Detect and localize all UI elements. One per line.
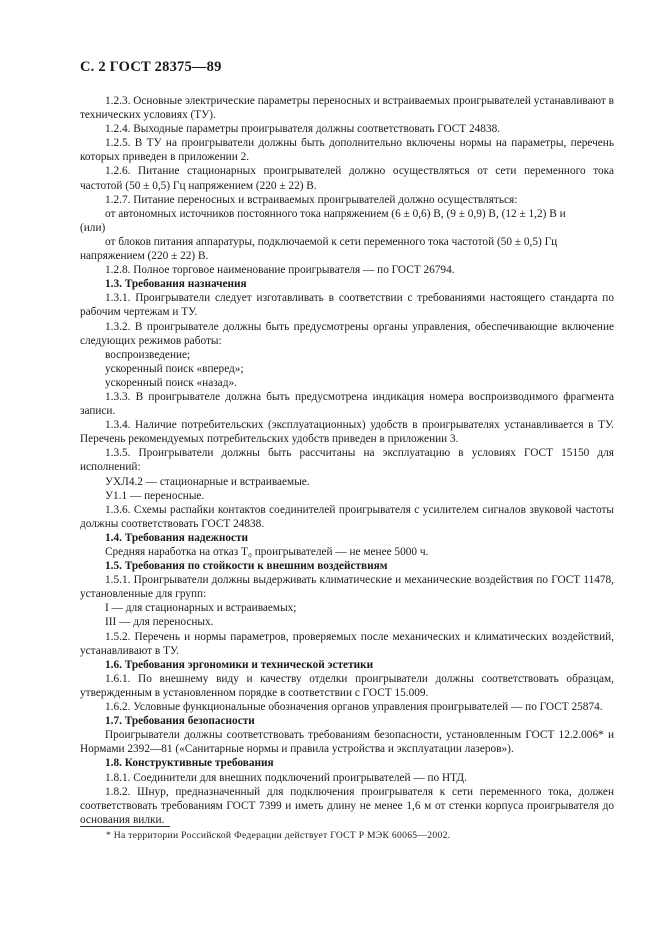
list-item: III — для переносных. bbox=[105, 616, 214, 629]
footnote-divider bbox=[80, 826, 170, 827]
paragraph: 1.3.6. Схемы распайки контактов соединителей проигрывателя с усилителем сигналов звуковой частоты должны соответствовать ГОСТ 24838. bbox=[80, 503, 614, 530]
list-item: ускоренный поиск «назад». bbox=[105, 376, 237, 389]
list-item: I — для стационарных и встраиваемых; bbox=[105, 602, 297, 615]
paragraph: 1.2.8. Полное торговое наименование проигрывателя — по ГОСТ 26794. bbox=[105, 264, 455, 277]
footnote: * На территории Российской Федерации действует ГОСТ Р МЭК 60065—2002. bbox=[106, 830, 451, 841]
paragraph: Проигрыватели должны соответствовать требованиям безопасности, установленным ГОСТ 12.2.006* и Нормами 2392—81 («Санитарные нормы и правила устройства и эксплуатации лазеров»). bbox=[80, 729, 614, 756]
document-body bbox=[80, 94, 614, 827]
section-heading: 1.5. Требования по стойкости к внешним воздействиям bbox=[105, 560, 388, 573]
list-item: от блоков питания аппаратуры, подключаемой к сети переменного тока частотой (50 ± 0,5) Гц bbox=[105, 235, 558, 248]
paragraph: 1.6.1. По внешнему виду и качеству отделки проигрыватели должны соответствовать образцам, утвержденным в установленном порядке в соответствии с ГОСТ 15.009. bbox=[80, 672, 614, 699]
list-item: УХЛ4.2 — стационарные и встраиваемые. bbox=[105, 475, 310, 488]
list-item: воспроизведение; bbox=[105, 348, 191, 361]
paragraph: 1.5.1. Проигрыватели должны выдерживать климатические и механические воздействия по ГОСТ 11478, установленные для групп: bbox=[80, 574, 614, 601]
paragraph: 1.3.1. Проигрыватели следует изготавливать в соответствии с требованиями настоящего стандарта по рабочим чертежам и ТУ. bbox=[80, 292, 614, 319]
section-heading: 1.6. Требования эргономики и технической эстетики bbox=[105, 658, 374, 671]
section-heading: 1.3. Требования назначения bbox=[105, 278, 247, 291]
list-item: ускоренный поиск «вперед»; bbox=[105, 362, 244, 375]
list-item: У1.1 — переносные. bbox=[105, 489, 205, 502]
paragraph-continuation: (или) bbox=[80, 221, 106, 234]
list-item: от автономных источников постоянного тока напряжением (6 ± 0,6) В, (9 ± 0,9) В, (12 ± 1,2) В и bbox=[105, 207, 566, 220]
paragraph: 1.2.7. Питание переносных и встраиваемых проигрывателей должно осуществляться: bbox=[105, 193, 518, 206]
paragraph: 1.2.5. В ТУ на проигрыватели должны быть дополнительно включены нормы на параметры, перечень которых приведен в приложении 2. bbox=[80, 137, 614, 164]
paragraph: 1.3.2. В проигрывателе должны быть предусмотрены органы управления, обеспечивающие включение следующих режимов работы: bbox=[80, 320, 614, 347]
paragraph: 1.3.5. Проигрыватели должны быть рассчитаны на эксплуатацию в условиях ГОСТ 15150 для исполнений: bbox=[80, 447, 614, 474]
paragraph: 1.6.2. Условные функциональные обозначения органов управления проигрывателей — по ГОСТ 25874. bbox=[105, 701, 603, 714]
section-heading: 1.8. Конструктивные требования bbox=[105, 757, 274, 770]
paragraph: 1.2.6. Питание стационарных проигрывателей должно осуществляться от сети переменного тока частотой (50 ± 0,5) Гц напряжением (220 ± 22) В. bbox=[80, 165, 614, 192]
section-heading: 1.4. Требования надежности bbox=[105, 531, 249, 544]
paragraph: 1.5.2. Перечень и нормы параметров, проверяемых после механических и климатических воздействий, устанавливают в ТУ. bbox=[80, 630, 614, 657]
paragraph-continuation: напряжением (220 ± 22) В. bbox=[80, 250, 209, 263]
page-header: С. 2 ГОСТ 28375—89 bbox=[80, 59, 222, 75]
list-item: Средняя наработка на отказ T₀ проигрывателей — не менее 5000 ч. bbox=[105, 546, 429, 558]
paragraph: 1.8.2. Шнур, предназначенный для подключения проигрывателя к сети переменного тока, должен соответствовать требованиям ГОСТ 7399 и иметь длину не менее 1,6 м от стенки корпуса проигрывателя до основания вилки. bbox=[80, 785, 614, 826]
section-heading: 1.7. Требования безопасности bbox=[105, 715, 255, 728]
paragraph: 1.8.1. Соединители для внешних подключений проигрывателей — по НТД. bbox=[105, 771, 467, 784]
paragraph: 1.3.3. В проигрывателе должна быть предусмотрена индикация номера воспроизводимого фрагмента записи. bbox=[80, 390, 614, 418]
paragraph: 1.2.3. Основные электрические параметры переносных и встраиваемых проигрывателей устанавливают в технических условиях (ТУ). bbox=[80, 95, 614, 122]
paragraph: 1.3.4. Наличие потребительских (эксплуатационных) удобств в проигрывателях устанавливается в ТУ. Перечень рекомендуемых потребительских удобств приведен в приложении 3. bbox=[80, 419, 614, 446]
paragraph: 1.2.4. Выходные параметры проигрывателя должны соответствовать ГОСТ 24838. bbox=[105, 123, 501, 136]
